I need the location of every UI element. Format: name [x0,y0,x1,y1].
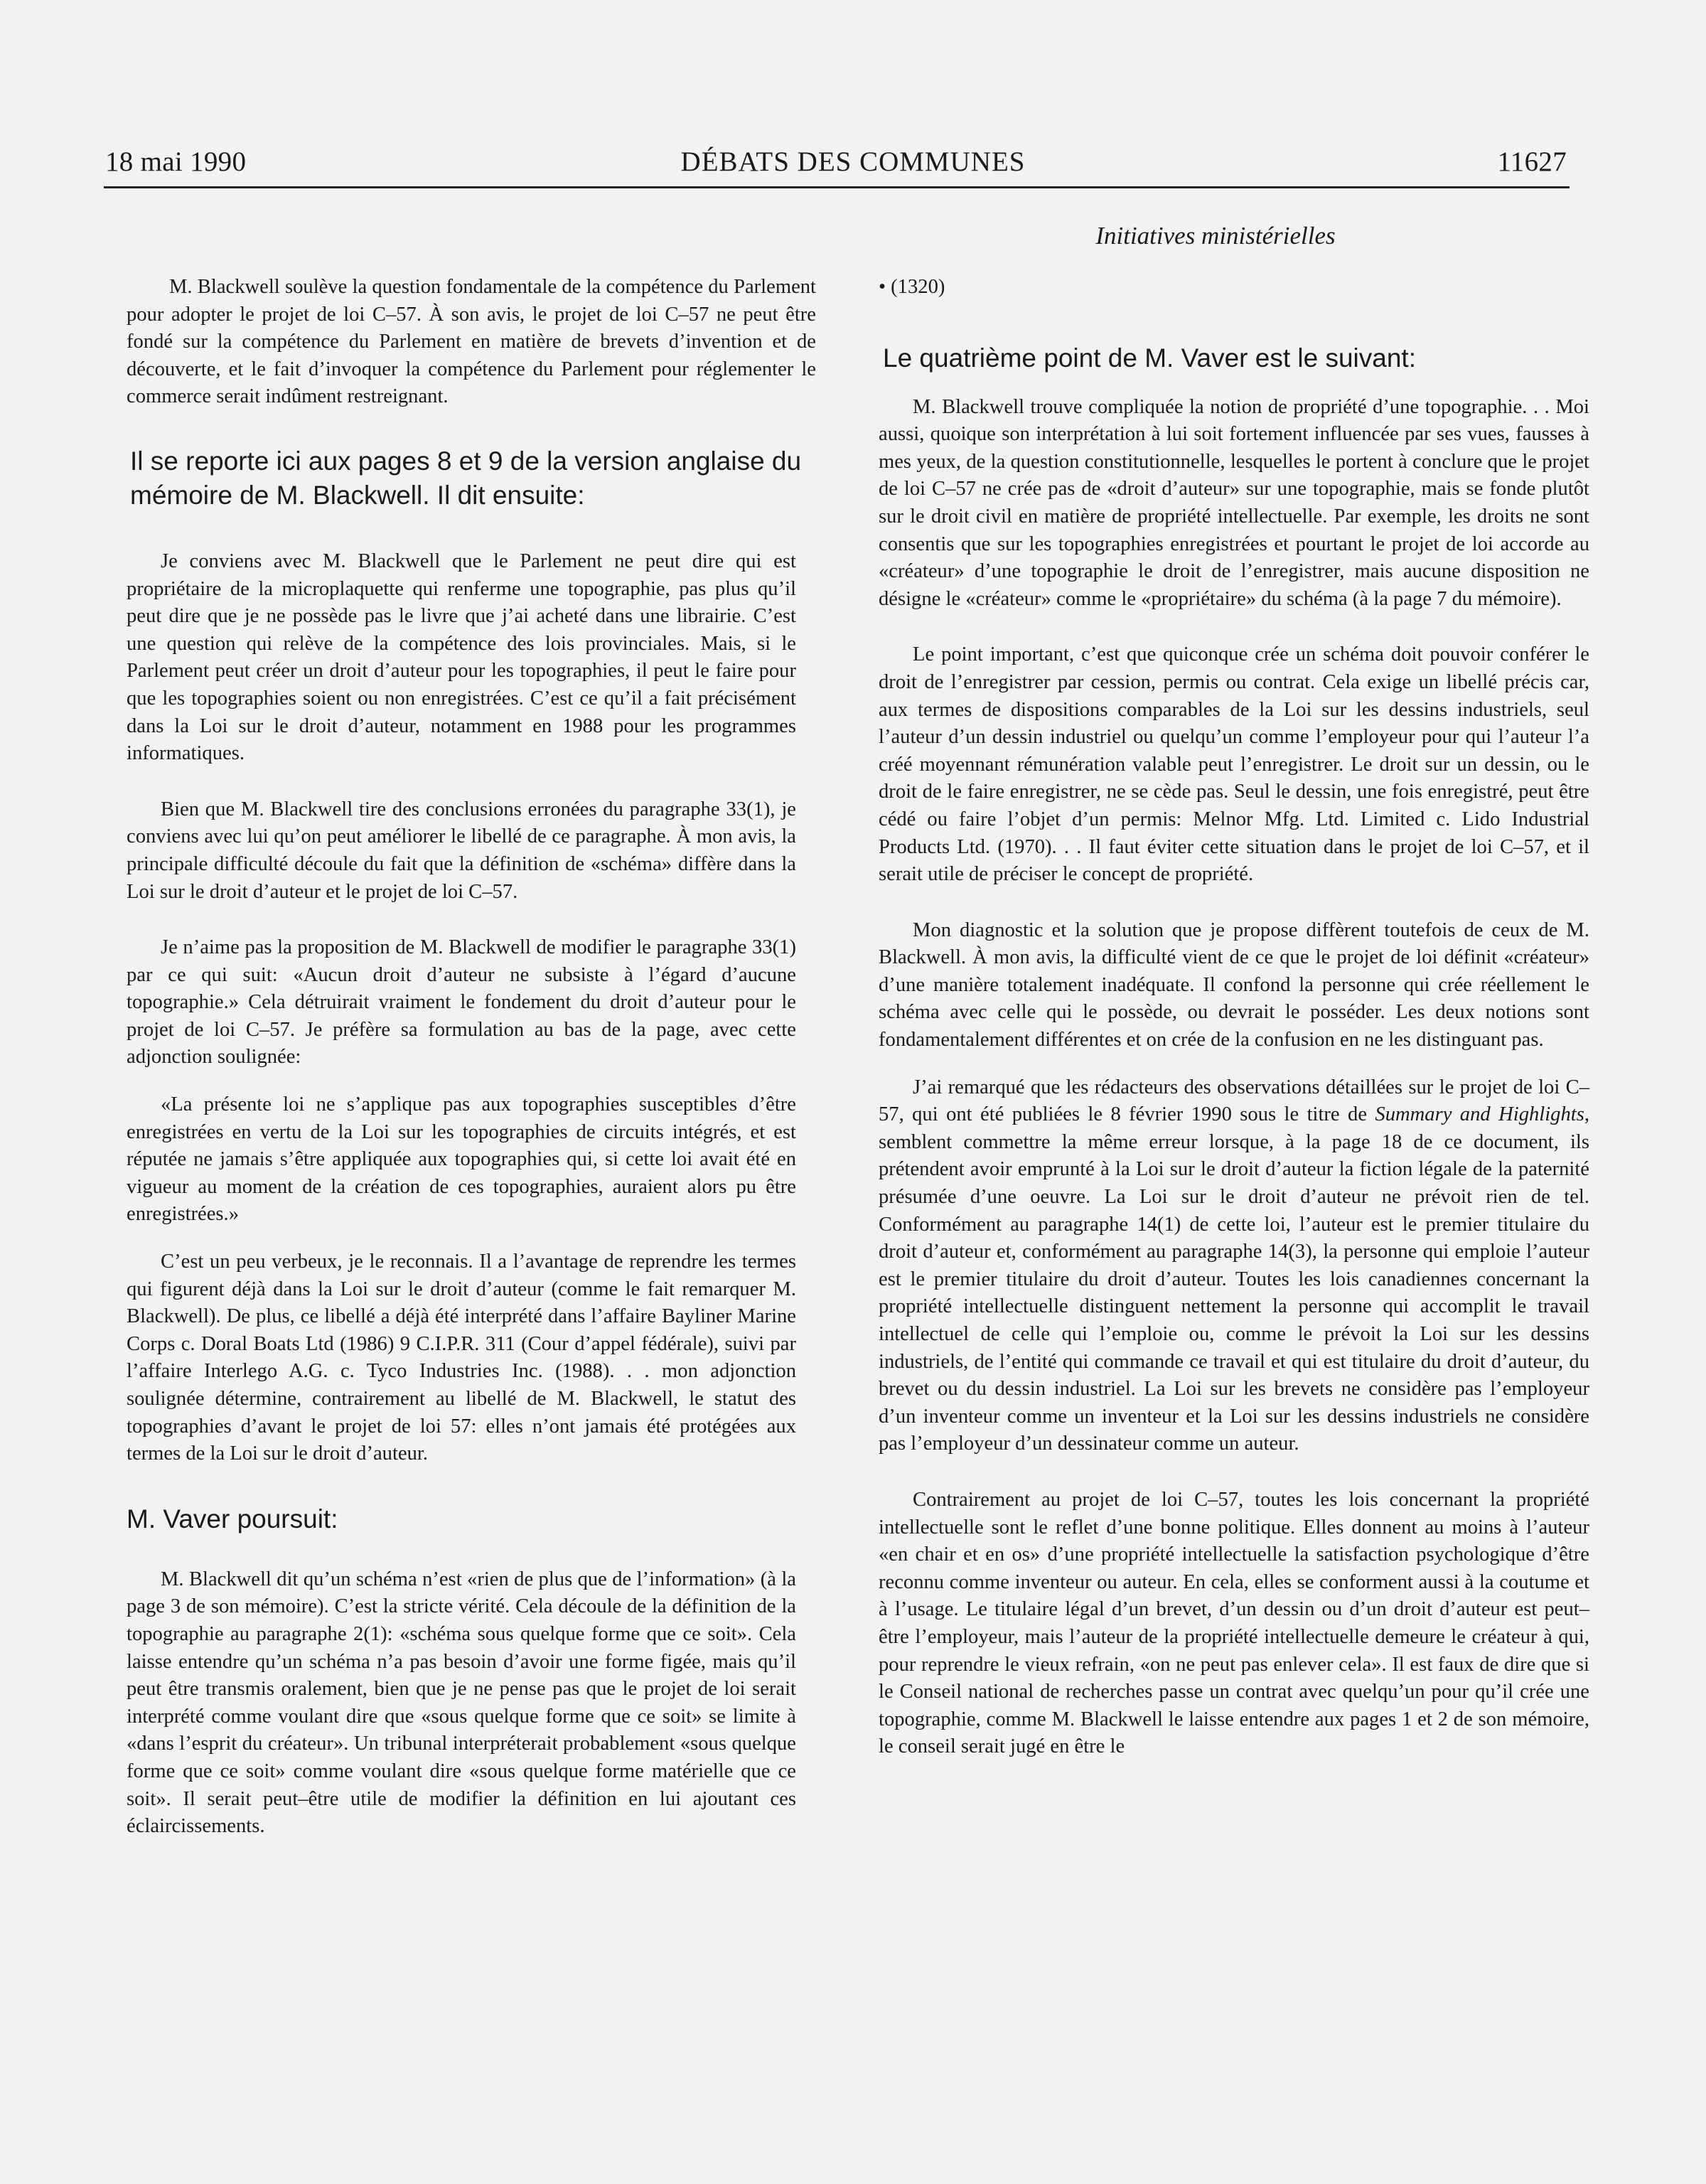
section-heading: Le quatrième point de M. Vaver est le suivant: [883,343,1416,373]
quote-paragraph: Je conviens avec M. Blackwell que le Parlement ne peut dire qui est propriétaire de la microplaquette qui renferme une topographie, pas plus qu’il peut dire que je ne possède pas le livre que j’ai acheté dans une librairie. C’est une question qui relève de la compétence des lois provinciales. Mais, si le Parlement peut créer un droit d’auteur pour les topographies, il peut le faire pour que les topographies soient ou non enregistrées. C’est ce qu’il a fait précisément dans la Loi sur le droit d’auteur, notamment en 1988 pour les programmes informatiques. [127,550,796,765]
italic-title: Summary and Highlights [1375,1103,1584,1126]
quote-paragraph: Le point important, c’est que quiconque crée un schéma doit pouvoir conférer le droit de l’enregistrer par cession, permis ou contrat. Cela exige un libellé précis car, aux termes de dispositions comparables de la Loi sur les dessins industriels, seul l’auteur d’un dessin industriel ou quelqu’un comme l’employeur pour qui l’auteur l’a créé moyennant rémunération valable peut l’enregistrer. Le droit sur un dessin, ou le droit de le faire enregistrer, ne se cède pas. Seul le dessin, une fois enregistré, peut être cédé ou faire l’objet d’un permis: Melnor Mfg. Ltd. Limited c. Lido Industrial Products Ltd. (1970). . . Il faut éviter cette situation dans le projet de loi C–57, et il serait utile de préciser le concept de propriété. [879,643,1589,886]
quote-paragraph: «La présente loi ne s’applique pas aux topographies susceptibles d’être enregistrées en vertu de la Loi sur les topographies de circuits intégrés, et est réputée ne jamais s’être appliquée aux topographies qui, si cette loi avait été en vigueur au moment de la création de ces topographies, auraient alors pu être enregistrées.» [127,1093,796,1226]
time-marker: • (1320) [879,276,945,298]
quote-text: , semblent commettre la même erreur lorsque, à la page 18 de ce document, ils prétendent avoir emprunté à la Loi sur le droit d’auteur la fiction légale de la paternité présumée d’une oeuvre. La Loi sur le droit d’auteur ne prévoit rien de tel. Conformément au paragraphe 14(1) de cette loi, l’auteur est le premier titulaire du droit d’auteur et, conformément au paragraphe 14(3), la personne qui emploie l’auteur est le premier titulaire du droit d’auteur. Toutes les lois canadiennes concernant la propriété intellectuelle distinguent nettement la personne qui accomplit le travail intellectuel de celle qui l’emploie ou, comme le prévoit la Loi sur les dessins industriels, de l’entité qui commande ce travail et qui est titulaire du droit d’auteur, du brevet ou du dessin industriel. La Loi sur les brevets ne considère pas l’employeur d’un inventeur comme un inventeur et la Loi sur les dessins industriels ne considère pas l’employeur d’un dessinateur comme un auteur. [879,1103,1589,1455]
section-heading: Il se reporte ici aux pages 8 et 9 de la version anglaise du mémoire de M. Blackwell. Il dit ensuite: [130,446,802,510]
quotation [105,1566,816,1841]
quote-paragraph: Bien que M. Blackwell tire des conclusions erronées du paragraphe 33(1), je conviens avec lui qu’on peut améliorer le libellé de ce paragraphe. À mon avis, la principale difficulté découle du fait que la définition de «schéma» diffère dans la Loi sur le droit d’auteur et le projet de loi C–57. [127,798,796,903]
quote-paragraph: C’est un peu verbeux, je le reconnais. Il a l’avantage de reprendre les termes qui figurent déjà dans la Loi sur le droit d’auteur (comme le fait remarquer M. Blackwell). De plus, ce libellé a déjà été interprété dans l’affaire Bayliner Marine Corps c. Doral Boats Ltd (1986) 9 C.I.P.R. 311 (Cour d’appel fédérale), suivi par l’affaire Interlego A.G. c. Tyco Industries Inc. (1988). . . mon adjonction soulignée détermine, contrairement au libellé de M. Blackwell, le statut des topographies d’avant le projet de loi 57: elles n’ont jamais été protégées aux termes de la Loi sur le droit d’auteur. [127,1251,796,1465]
quote-paragraph: Je n’aime pas la proposition de M. Blackwell de modifier le paragraphe 33(1) par ce qui suit: «Aucun droit d’auteur ne subsiste à l’égard d’aucune topographie.» Cela détruirait vraiment le fondement du droit d’auteur pour le projet de loi C–57. Je préfère sa formulation au bas de la page, avec cette adjonction soulignée: [127,936,796,1069]
quote-text: J’ai remarqué que les rédacteurs des observations détaillées sur le projet de loi C–57, qui ont été publiées le 8 février 1990 sous le titre de [879,1076,1589,1126]
quote-paragraph: M. Blackwell trouve compliquée la notion de propriété d’une topographie. . . Moi aussi, quoique son interprétation à lui soit fortement influencée par ses vues, fausses à mes yeux, de la question constitutionnelle, lesquelles le portent à conclure que le projet de loi C–57 ne crée pas de «droit d’auteur» sur une topographie, mais se fonde plutôt sur le droit civil en matière de propriété intellectuelle. Par exemple, les droits ne sont consentis que sur les topographies enregistrées et pourtant le projet de loi accorde au «créateur» d’une topographie le droit de l’enregistrer, mais aucune disposition ne désigne le «créateur» comme le «propriétaire» du schéma (à la page 7 du mémoire). [879,395,1589,610]
paragraph: M. Blackwell soulève la question fondamentale de la compétence du Parlement pour adopter le projet de loi C–57. À son avis, le projet de loi C–57 ne peut être fondé sur la compétence du Parlement en matière de brevets d’invention et de découverte, et le fait d’invoquer la compétence du Parlement pour réglementer le commerce serait indûment restreignant. [127,276,816,408]
quote-paragraph [879,1074,1589,1458]
quotation [879,394,1589,1761]
section-heading: M. Vaver poursuit: [127,1504,338,1533]
right-column [879,274,1589,1761]
header-date: 18 mai 1990 [105,146,247,177]
header-rule [104,186,1570,188]
quote-paragraph: Contrairement au projet de loi C–57, toutes les lois concernant la propriété intellectuelle sont le reflet d’une bonne politique. Elles donnent au moins à l’auteur «en chair et en os» d’une propriété intellectuelle la satisfaction psychologique d’être reconnu comme inventeur ou auteur. En cela, elles se conforment aussi à la coutume et à l’usage. Le titulaire légal d’un brevet, d’un dessin ou d’un droit d’auteur est peut–être l’employeur, mais l’auteur de la propriété intellectuelle demeure le créateur à qui, pour reprendre le vieux refrain, «on ne peut pas enlever cela». Il est faux de dire que si le Conseil national de recherches passe un contrat avec quelqu’un pour qu’il crée une topographie, comme M. Blackwell le laisse entendre aux pages 1 et 2 de son mémoire, le conseil serait jugé en être le [879,1488,1589,1758]
section-title: Initiatives ministérielles [1095,222,1336,250]
quotation [105,548,816,1468]
header-title: DÉBATS DES COMMUNES [680,146,1026,177]
left-column [105,274,816,1841]
quote-paragraph: Mon diagnostic et la solution que je propose diffèrent toutefois de ceux de M. Blackwell. À mon avis, la difficulté vient de ce que le projet de loi définit «créateur» d’une manière totalement inadéquate. Il confond la personne qui crée réellement le schéma avec celle qui le possède, ou devrait le posséder. Les deux notions sont fondamentalement différentes et on crée de la confusion en ne les distinguant pas. [879,919,1589,1051]
quote-paragraph: M. Blackwell dit qu’un schéma n’est «rien de plus que de l’information» (à la page 3 de son mémoire). C’est la stricte vérité. Cela découle de la définition de la topographie au paragraphe 2(1): «schéma sous quelque forme que ce soit». Cela laisse entendre qu’un schéma n’a pas besoin d’avoir une forme figée, mais qu’il peut être transmis oralement, bien que je ne pense pas que le projet de loi serait interprété comme voulant dire que «sous quelque forme que ce soit» se limite à «dans l’esprit du créateur». Un tribunal interpréterait probablement «sous quelque forme que ce soit» comme voulant dire «sous quelque forme matérielle que ce soit». Il serait peut–être utile de modifier la définition en lui ajoutant ces éclaircissements. [127,1568,796,1838]
header-page-number: 11627 [1497,146,1567,177]
